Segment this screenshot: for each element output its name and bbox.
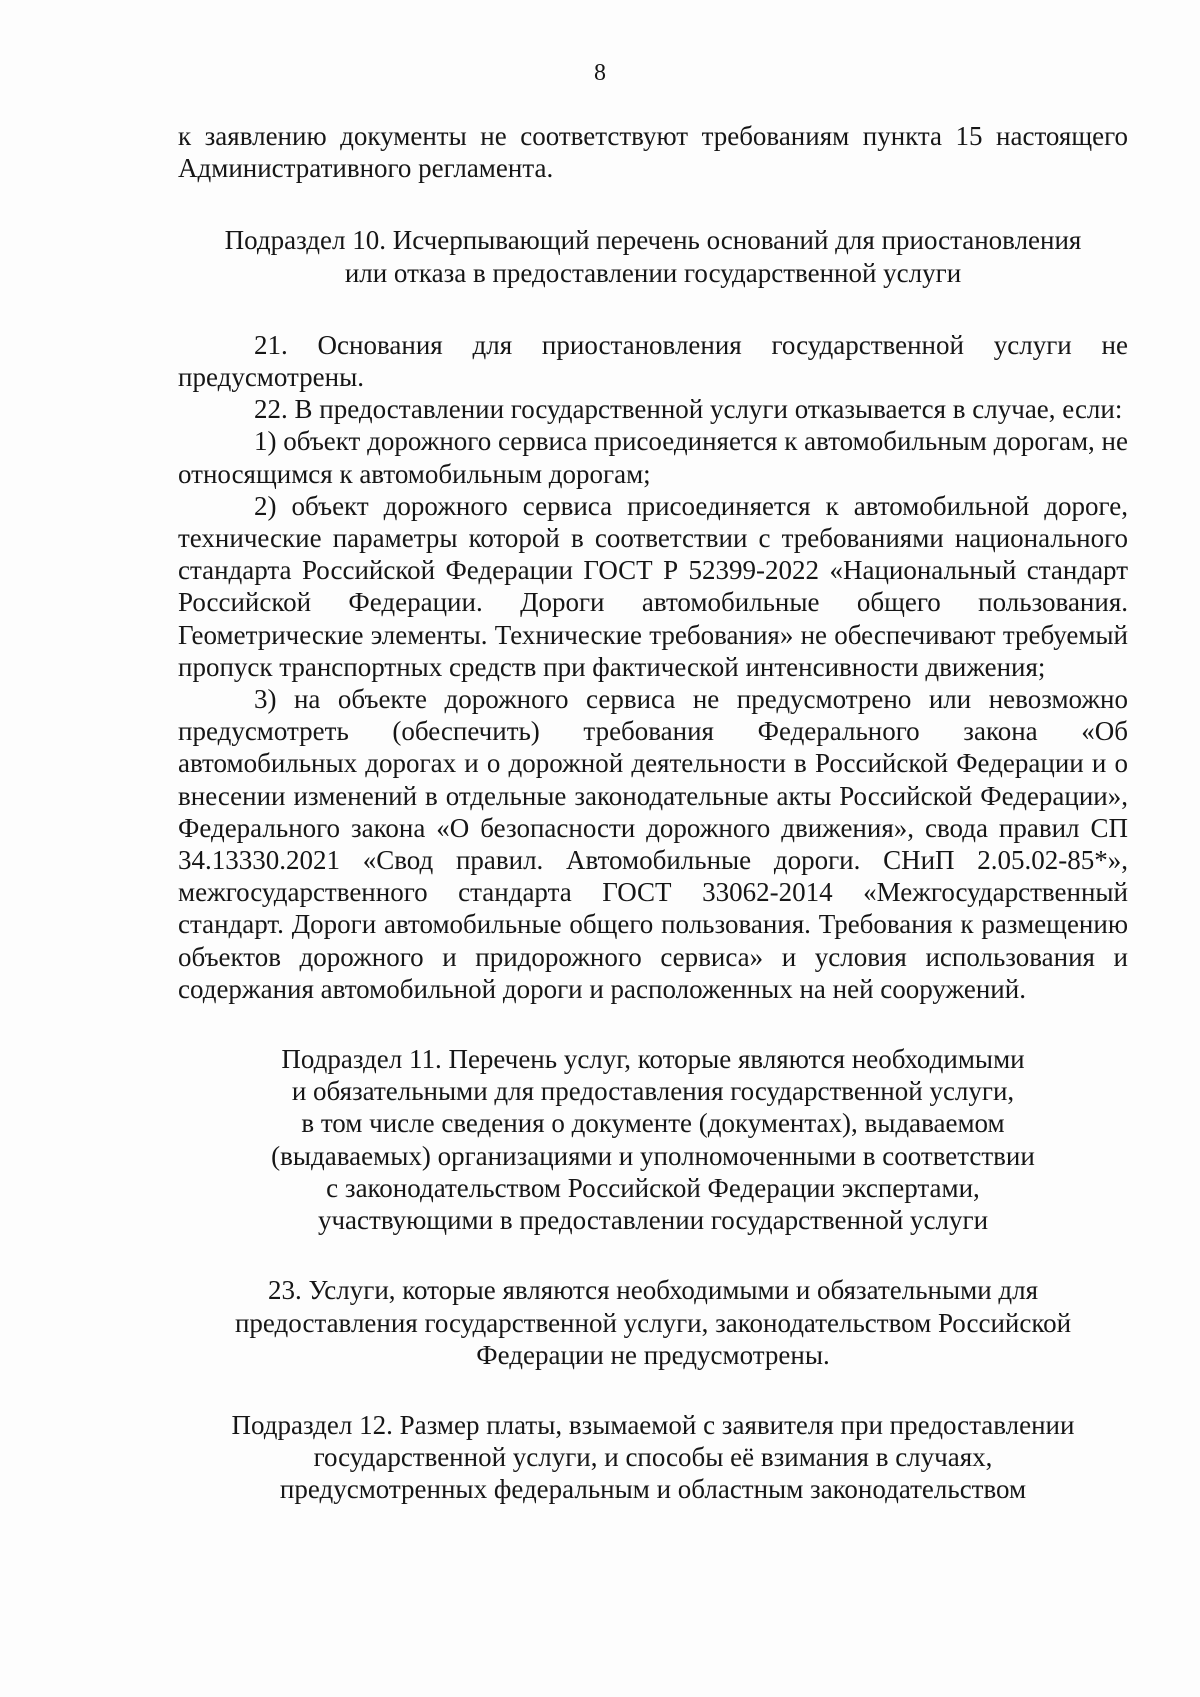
subsection-12-heading: Подраздел 12. Размер платы, взымаемой с заявителя при предоставлении государственной услуги, и способы её взимания в случаях, предусмотренных федеральным и областным законодательством: [231, 1409, 1075, 1505]
paragraph-23: 23. Услуги, которые являются необходимыми и обязательными для предоставления государственной услуги, законодательством Российской Федерации не предусмотрены.: [234, 1275, 1072, 1370]
page-number: 8: [594, 60, 606, 86]
paragraph-21: 21. Основания для приостановления государственной услуги не предусмотрены.: [178, 329, 1128, 393]
paragraph-intro: к заявлению документы не соответствуют требованиям пункта 15 настоящего Административного регламента.: [178, 121, 1128, 184]
paragraph-22-item-1: 1) объект дорожного сервиса присоединяется к автомобильным дорогам, не относящимся к автомобильным дорогам;: [178, 426, 1128, 489]
subsection-11-heading: Подраздел 11. Перечень услуг, которые являются необходимыми и обязательными для предоставления государственной услуги, в том числе сведения о документе (документах), выдаваемом (выдаваемых) организациями и уполномоченными в соответствии с законодательством Российской Федерации экспертами, участвующими в предоставлении государственной услуги: [271, 1044, 1035, 1236]
paragraph-22-item-3: 3) на объекте дорожного сервиса не предусмотрено или невозможно предусмотреть (обеспечить) требования Федерального закона «Об автомобильных дорогах и о дорожной деятельности в Российской Федерации и о внесении изменений в отдельные законодательные акты Российской Федерации», Федерального закона «О безопасности дорожного движения», свода правил СП 34.13330.2021 «Свод правил. Автомобильные дороги. СНиП 2.05.02-85*», межгосударственного стандарта ГОСТ 33062-2014 «Межгосударственный стандарт. Дороги автомобильные общего пользования. Требования к размещению объектов дорожного и придорожного сервиса» и условия использования и содержания автомобильной дороги и расположенных на ней сооружений.: [178, 684, 1128, 1004]
paragraph-22: 22. В предоставлении государственной услуги отказывается в случае, если:: [254, 394, 1123, 425]
subsection-10-heading: Подраздел 10. Исчерпывающий перечень оснований для приостановления или отказа в предоставлении государственной услуги: [224, 225, 1082, 288]
document-body: [178, 120, 1128, 1506]
paragraph-22-item-2: 2) объект дорожного сервиса присоединяется к автомобильной дороге, технические параметры которой в соответствии с требованиями национального стандарта Российской Федерации ГОСТ Р 52399-2022 «Национальный стандарт Российской Федерации. Дороги автомобильные общего пользования. Геометрические элементы. Технические требования» не обеспечивают требуемый пропуск транспортных средств при фактической интенсивности движения;: [178, 490, 1128, 682]
